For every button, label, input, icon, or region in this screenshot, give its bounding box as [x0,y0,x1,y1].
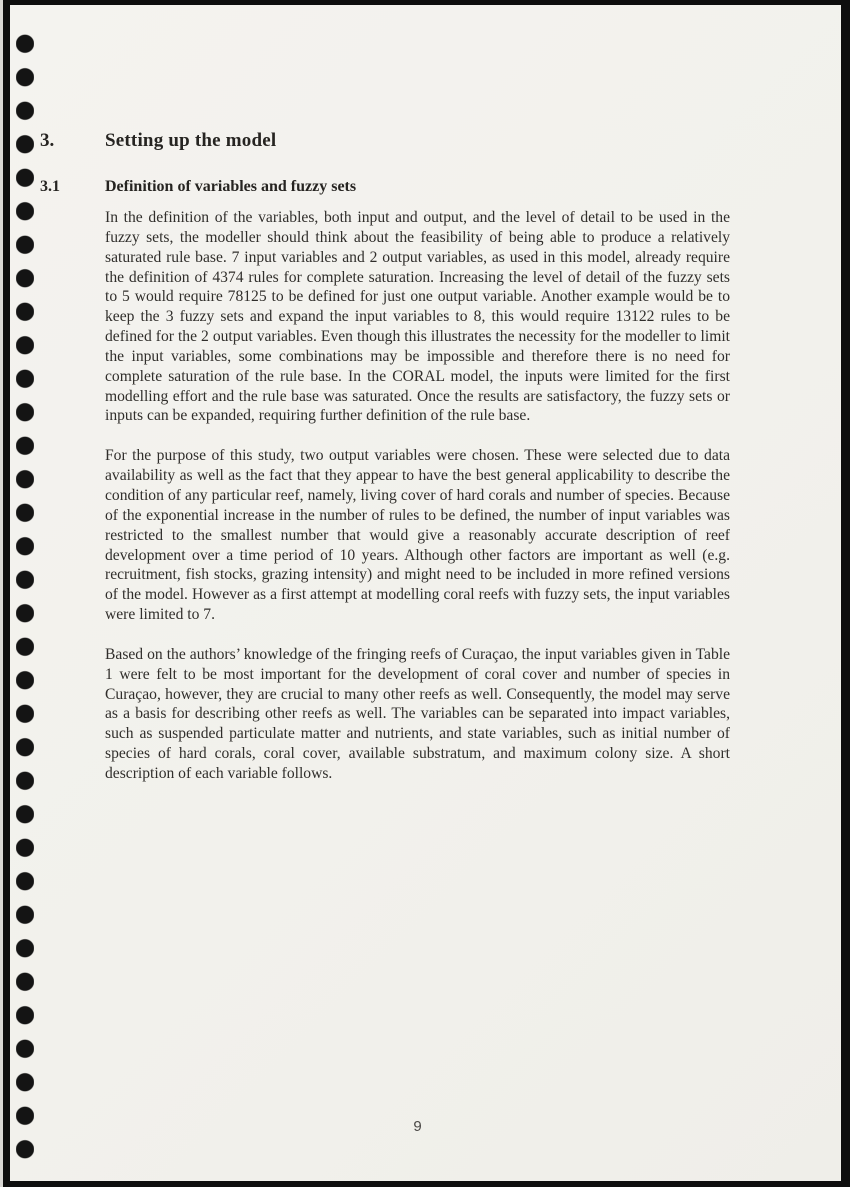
section-number: 3. [40,130,55,151]
subsection-title: Definition of variables and fuzzy sets [105,178,357,195]
section-title: Setting up the model [105,130,277,151]
paragraph-1: In the definition of the variables, both input and output, and the level of detail to be used in the fuzzy sets, the modeller should think about the feasibility of being able to produce a relatively saturated rule base. 7 input variables and 2 output variables, as used in this model, already require the definition of 4374 rules for complete saturation. Increasing the level of detail of the fuzzy sets to 5 would require 78125 to be defined for just one output variable. Another example would be to keep the 3 fuzzy sets and expand the input variables to 8, this would require 13122 rules to be defined for the 2 output variables. Even though this illustrates the necessity for the modeller to limit the input variables, some combinations may be impossible and therefore there is no need for complete saturation of the rule base. In the CORAL model, the inputs were limited for the first modelling effort and the rule base was saturated. Once the results are satisfactory, the fuzzy sets or inputs can be expanded, requiring further definition of the rule base. [105,209,730,425]
paragraph-3: Based on the authors’ knowledge of the fringing reefs of Curaçao, the input variables given in Table 1 were felt to be most important for the development of coral cover and number of species in Curaçao, however, they are crucial to many other reefs as well. Consequently, the model may serve as a basis for describing other reefs as well. The variables can be separated into impact variables, such as suspended particulate matter and nutrients, and state variables, such as initial number of species of hard corals, coral cover, available substratum, and maximum colony size. A short description of each variable follows. [105,645,730,782]
paragraph-2: For the purpose of this study, two output variables were chosen. These were selected due to data availability as well as the fact that they appear to have the best general applicability to describe the condition of any particular reef, namely, living cover of hard corals and number of species. Because of the exponential increase in the number of rules to be defined, the number of input variables was restricted to the smallest number that would give a reasonably accurate description of reef development over a time period of 10 years. Although other factors are important as well (e.g. recruitment, fish stocks, grazing intensity) and might need to be included in more refined versions of the model. However as a first attempt at modelling coral reefs with fuzzy sets, the input variables were limited to 7. [105,447,730,624]
page-content [10,5,841,1181]
page-number: 9 [413,1118,422,1135]
body-text [105,208,730,784]
paper-sheet [10,5,841,1181]
subsection-heading [40,177,730,197]
section-heading [40,129,730,152]
subsection-number: 3.1 [40,178,60,195]
scan-left-edge [0,0,3,1187]
